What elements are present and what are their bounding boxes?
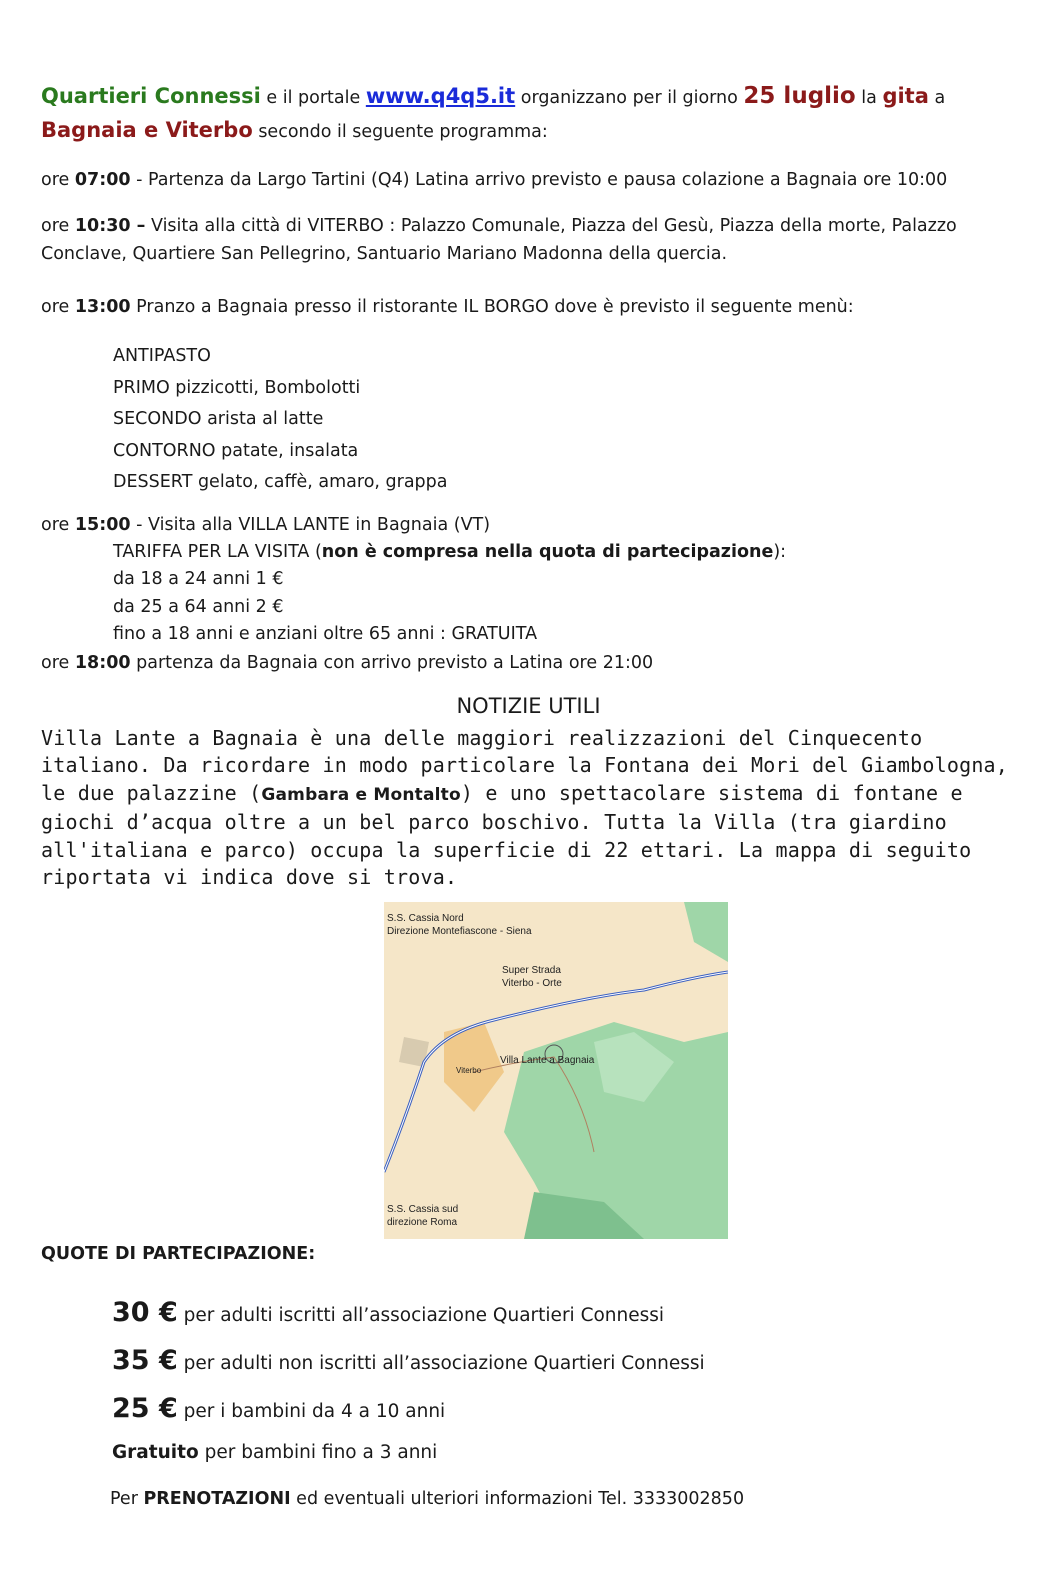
label-south-1: S.S. Cassia sud [387,1204,459,1215]
menu-item: PRIMO pizzicotti, Bombolotti [113,377,361,398]
quotes-title: QUOTE DI PARTECIPAZIONE: [41,1244,316,1264]
quote-row [112,1338,705,1386]
prefix: ore [41,514,75,535]
program-item [41,293,1016,321]
prefix: ore [41,170,75,190]
tariff-a: TARIFFA PER LA VISITA ( [113,541,322,562]
prefix: ore [41,216,75,236]
menu-list [41,341,1016,499]
menu-item: SECONDO arista al latte [113,409,324,429]
intro-text: organizzano per il giorno [515,88,744,108]
time: 13:00 [74,297,131,317]
program-item [41,212,1016,268]
notes-text: ) e uno spettacolare sistema di fontane e giochi d’acqua oltre a un bel parco boschivo. Tutta la Villa (tra giardino all'italiana e parco) occupa la superficie di 22 ettari. La mappa di seguito riportata vi indica dove si trova. [41,780,972,889]
label-north-2: Direzione Montefiascone - Siena [387,926,532,937]
quote-text: per adulti non iscritti all’associazione Quartieri Connessi [177,1353,705,1374]
time: 10:30 – [74,216,146,236]
quote-text: per i bambini da 4 a 10 anni [177,1401,446,1422]
document-body [41,80,1016,892]
rate: da 25 a 64 anni 2 € [113,596,284,617]
footer-text: ed eventuali ulteriori informazioni Tel. 3333002850 [290,1489,745,1509]
label-villa: Villa Lante a Bagnaia [500,1055,595,1066]
destination: Bagnaia e Viterbo [41,118,253,142]
text: - Visita alla VILLA LANTE in Bagnaia (VT) [130,514,491,535]
menu-item: DESSERT gelato, caffè, amaro, grappa [113,472,448,492]
label-south-2: direzione Roma [387,1217,458,1228]
tariff-c: ): [773,541,787,562]
text: partenza da Bagnaia con arrivo previsto a Latina ore 21:00 [130,652,654,673]
intro-text: a [928,88,946,108]
tariff-block [41,539,1016,649]
notes-paragraph [41,725,1016,892]
program-item [41,166,1016,194]
intro-paragraph [41,80,1016,148]
label-highway-2: Viterbo - Orte [502,978,562,989]
menu-item: ANTIPASTO [113,346,211,366]
rate: fino a 18 anni e anziani oltre 65 anni : GRATUITA [113,624,538,644]
quotes-list [112,1290,705,1472]
intro-text: la [855,88,883,108]
event-date: 25 luglio [743,83,856,109]
rate: da 18 a 24 anni 1 € [113,569,284,589]
text: Visita alla città di VITERBO : Palazzo Comunale, Piazza del Gesù, Piazza della morte, Palazzo Conclave, Quartiere San Pellegrino, Santuario Mariano Madonna della quercia. [41,216,957,264]
tariff-b: non è compresa nella quota di partecipazione [321,541,774,562]
time: 07:00 [74,170,131,190]
time: 15:00 [74,514,131,535]
notes-bold: Gambara e Montalto [261,784,461,805]
return-item [41,649,1016,677]
time: 18:00 [74,652,131,673]
org-name: Quartieri Connessi [41,84,261,108]
price: 35 € [112,1345,178,1376]
footer-contact [110,1489,744,1509]
label-viterbo: Viterbo [456,1066,482,1075]
intro-text: e il portale [260,88,366,108]
label-north-1: S.S. Cassia Nord [387,913,464,924]
quote-row [112,1386,705,1434]
website-link[interactable]: www.q4q5.it [365,84,516,108]
sep: - [130,170,149,190]
quote-row [112,1434,705,1472]
intro-text: secondo il seguente programma: [252,122,548,142]
price: 25 € [112,1393,178,1424]
prefix: ore [41,652,75,673]
quote-row [112,1290,705,1338]
tariff-title [113,539,1016,567]
location-map [384,902,728,1239]
footer-text: Per [110,1489,144,1509]
price: 30 € [112,1297,178,1328]
text: Partenza da Largo Tartini (Q4) Latina arrivo previsto e pausa colazione a Bagnaia ore 10:00 [148,170,948,190]
notes-text: Villa Lante a Bagnaia è una delle maggiori realizzazioni del Cinquecento italiano. Da ricordare in modo particolare la Fontana dei Mori del Giambologna, le due palazzine ( [41,725,1009,805]
footer-bold: PRENOTAZIONI [143,1489,291,1509]
quote-text: per adulti iscritti all’associazione Quartieri Connessi [177,1305,665,1326]
label-highway-1: Super Strada [502,965,561,976]
visit-item [41,511,1016,539]
free-label: Gratuito [112,1442,199,1463]
gita-word: gita [882,84,929,108]
notes-title: NOTIZIE UTILI [456,693,601,718]
prefix: ore [41,297,75,317]
text: Pranzo a Bagnaia presso il ristorante IL BORGO dove è previsto il seguente menù: [136,297,854,317]
menu-item: CONTORNO patate, insalata [113,440,359,461]
quote-text: per bambini fino a 3 anni [198,1442,438,1463]
